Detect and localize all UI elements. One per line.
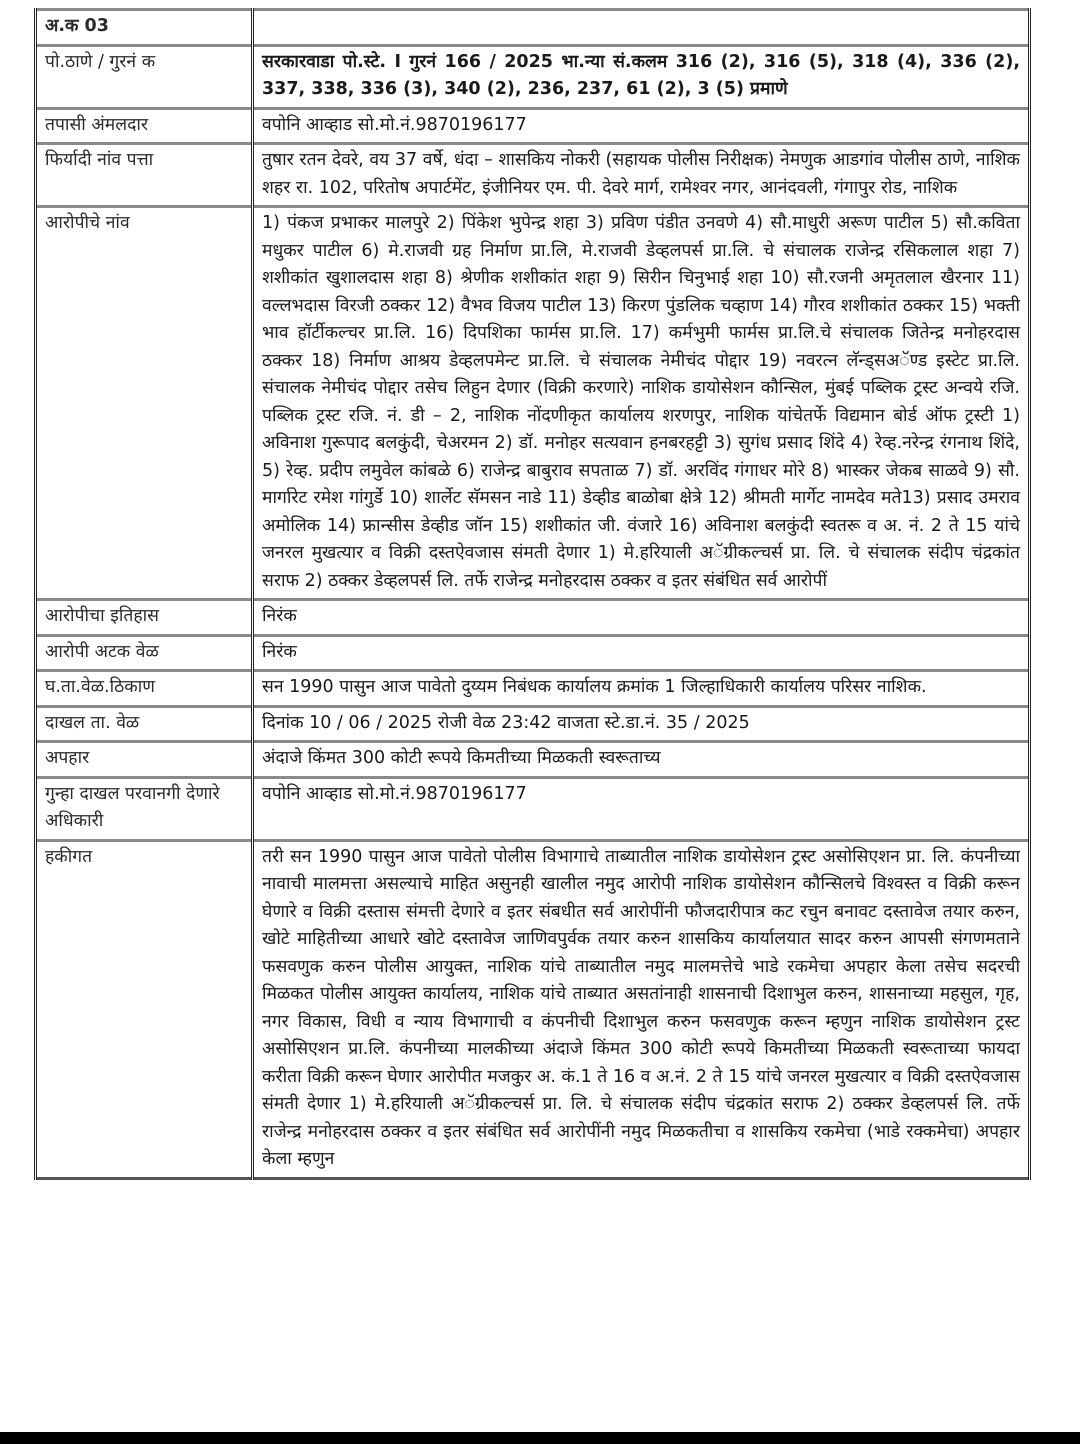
police-station-crime-number-value: सरकारवाडा पो.स्टे. I गुरनं 166 / 2025 भा.न्या सं.कलम 316 (2), 316 (5), 318 (4), 336 (2), 337, 338, 336 (3), 340 (2), 236, 237, 61 (2), 3 (5) प्रमाणे (253, 45, 1030, 108)
serial-number-label: अ.क 03 (36, 10, 253, 46)
complainant-label: फिर्यादी नांव पत्ता (36, 144, 253, 207)
authorizing-officer-label: गुन्हा दाखल परवानगी देणारे अधिकारी (36, 777, 253, 840)
registration-date-time-value: दिनांक 10 / 06 / 2025 रोजी वेळ 23:42 वाजता स्टे.डा.नं. 35 / 2025 (253, 706, 1030, 742)
misappropriation-value: अंदाजे किंमत 300 कोटी रूपये किमतीच्या मिळकती स्वरूताच्य (253, 742, 1030, 778)
accused-names-value: 1) पंकज प्रभाकर मालपुरे 2) पिंकेश भुपेन्द्र शहा 3) प्रविण पंडीत उनवणे 4) सौ.माधुरी अरूण पाटील 5) सौ.कविता मधुकर पाटील 6) मे.राजवी ग्रह निर्माण प्रा.लि, मे.राजवी डेव्हलपर्स प्रा.लि. चे संचालक राजेन्द्र रसिकलाल शहा 7) शशीकांत खुशालदास शहा 8) श्रेणीक शशीकांत शहा 9) सिरीन चिनुभाई शहा 10) सौ.रजनी अमृतलाल खैरनार 11) वल्लभदास विरजी ठक्कर 12) वैभव विजय पाटील 13) किरण पुंडलिक चव्हाण 14) गौरव शशीकांत ठक्कर 15) भक्ती भाव हॉर्टीकल्चर प्रा.लि. 16) दिपशिका फार्मस प्रा.लि. 17) कर्मभुमी फार्मस प्रा.लि.चे संचालक जितेन्द्र मनोहरदास ठक्कर 18) निर्माण आश्रय डेव्हलपमेन्ट प्रा.लि. चे संचालक नेमीचंद पोद्दार 19) नवरत्न लॅन्ड्सअॅण्ड इस्टेट प्रा.लि. संचालक नेमीचंद पोद्दार तसेच लिहुन देणार (विक्री करणारे) नाशिक डायोसेशन कौन्सिल, मुंबई पब्लिक ट्रस्ट अन्वये रजि. पब्लिक ट्रस्ट रजि. नं. डी – 2, नाशिक नोंदणीकृत कार्यालय शरणपुर, नाशिक यांचेतर्फे विद्यमान बोर्ड ऑफ ट्रस्टी 1) अविनाश गुरूपाद बलकुंदी, चेअरमन 2) डॉ. मनोहर सत्यवान हनबरहट्टी 3) सुगंध प्रसाद शिंदे 4) रेव्ह.नरेन्द्र रंगनाथ शिंदे, 5) रेव्ह. प्रदीप लमुवेल कांबळे 6) राजेन्द्र बाबुराव सपताळ 7) डॉ. अरविंद गंगाधर मोरे 8) भास्कर जेकब साळवे 9) सौ. मार्गारेट रमेश गांगुर्डे 10) शार्लेट सॅमसन नाडे 11) डेव्हीड बाळोबा क्षेत्रे 12) श्रीमती मार्गेट नामदेव मते13) प्रसाद उमराव अमोलिक 14) फ्रान्सीस डेव्हीड जॉन 15) शशीकांत जी. वंजारे 16) अविनाश बलकुंदी स्वतरू व अ. नं. 2 ते 15 यांचे जनरल मुखत्यार व विक्री दस्तऐवजास संमती देणार 1) मे.हरियाली अॅग्रीकल्चर्स प्रा. लि. चे संचालक संदीप चंद्रकांत सराफ 2) ठक्कर डेव्हलपर्स लि. तर्फे राजेन्द्र मनोहरदास ठक्कर व इतर संबंधित सर्व आरोपीं (253, 207, 1030, 600)
row-accused-history (36, 600, 1030, 636)
fir-details-table (34, 8, 1031, 1180)
misappropriation-label: अपहार (36, 742, 253, 778)
row-complainant (36, 144, 1030, 207)
row-investigating-officer (36, 108, 1030, 144)
incident-date-place-value: सन 1990 पासुन आज पावेतो दुय्यम निबंधक कार्यालय क्रमांक 1 जिल्हाधिकारी कार्यालय परिसर नाशिक. (253, 671, 1030, 707)
incident-date-place-label: घ.ता.वेळ.ठिकाण (36, 671, 253, 707)
row-authorizing-officer (36, 777, 1030, 840)
row-accused-names (36, 207, 1030, 600)
row-serial-number (36, 10, 1030, 46)
complainant-value: तुषार रतन देवरे, वय 37 वर्षे, धंदा – शासकिय नोकरी (सहायक पोलीस निरीक्षक) नेमणुक आडगांव पोलीस ठाणे, नाशिक शहर रा. 102, परितोष अपार्टमेंट, इंजीनियर एम. पी. देवरे मार्ग, रामेश्वर नगर, आनंदवली, गंगापुर रोड, नाशिक (253, 144, 1030, 207)
investigating-officer-label: तपासी अंमलदार (36, 108, 253, 144)
investigating-officer-value: वपोनि आव्हाड सो.मो.नं.9870196177 (253, 108, 1030, 144)
authorizing-officer-value: वपोनि आव्हाड सो.मो.नं.9870196177 (253, 777, 1030, 840)
bottom-black-bar (0, 1432, 1080, 1444)
arrest-time-label: आरोपी अटक वेळ (36, 635, 253, 671)
row-police-station-crime-number (36, 45, 1030, 108)
serial-number-value (253, 10, 1030, 46)
facts-value: तरी सन 1990 पासुन आज पावेतो पोलीस विभागाचे ताब्यातील नाशिक डायोसेशन ट्रस्ट असोसिएशन प्रा. लि. कंपनीच्या नावाची मालमत्ता असल्याचे माहित असुनही खालील नमुद आरोपी नाशिक डायोसेशन कौन्सिलचे विश्वस्त व विक्री करून घेणारे व विक्री दस्तास संमत्ती देणारे व इतर संबधीत सर्व आरोपींनी फौजदारीपात्र कट रचुन बनावट दस्तावेज तयार करुन, खोटे माहितीच्या आधारे खोटे दस्तावेज जाणिवपुर्वक तयार करुन शासकिय कार्यालयात सादर करुन आपसी संगणमताने फसवणुक करुन पोलीस आयुक्त, नाशिक यांचे ताब्यातील नमुद मालमत्तेचे भाडे रकमेचा अपहार केला तसेच सदरची मिळकत पोलीस आयुक्त कार्यालय, नाशिक यांचे ताब्यात असतांनाही शासनाची दिशाभुल करुन, शासनाच्या महसुल, गृह, नगर विकास, विधी व न्याय विभागाची व कंपनीची दिशाभुल करुन फसवणुक करून म्हणुन नाशिक डायोसेशन ट्रस्ट असोसिएशन प्रा.लि. कंपनीच्या मालकीच्या अंदाजे किंमत 300 कोटी रूपये किमतीच्या मिळकती स्वरूताच्या फायदा करीता विक्री करून घेणार आरोपीत मजकुर अ. कं.1 ते 16 व अ.नं. 2 ते 15 यांचे जनरल मुखत्यार व विक्री दस्तऐवजास संमती देणार 1) मे.हरियाली अॅग्रीकल्चर्स प्रा. लि. चे संचालक संदीप चंद्रकांत सराफ 2) ठक्कर डेव्हलपर्स लि. तर्फे राजेन्द्र मनोहरदास ठक्कर व इतर संबंधित सर्व आरोपींनी नमुद मिळकतीचा व शासकिय रकमेचा (भाडे रक्कमेचा) अपहार केला म्हणुन (253, 840, 1030, 1178)
police-station-crime-number-label: पो.ठाणे / गुरनं क (36, 45, 253, 108)
facts-label: हकीगत (36, 840, 253, 1178)
registration-date-time-label: दाखल ता. वेळ (36, 706, 253, 742)
accused-names-label: आरोपीचे नांव (36, 207, 253, 600)
row-incident-date-place (36, 671, 1030, 707)
row-registration-date-time (36, 706, 1030, 742)
row-arrest-time (36, 635, 1030, 671)
accused-history-label: आरोपीचा इतिहास (36, 600, 253, 636)
arrest-time-value: निरंक (253, 635, 1030, 671)
row-facts (36, 840, 1030, 1178)
accused-history-value: निरंक (253, 600, 1030, 636)
row-misappropriation (36, 742, 1030, 778)
